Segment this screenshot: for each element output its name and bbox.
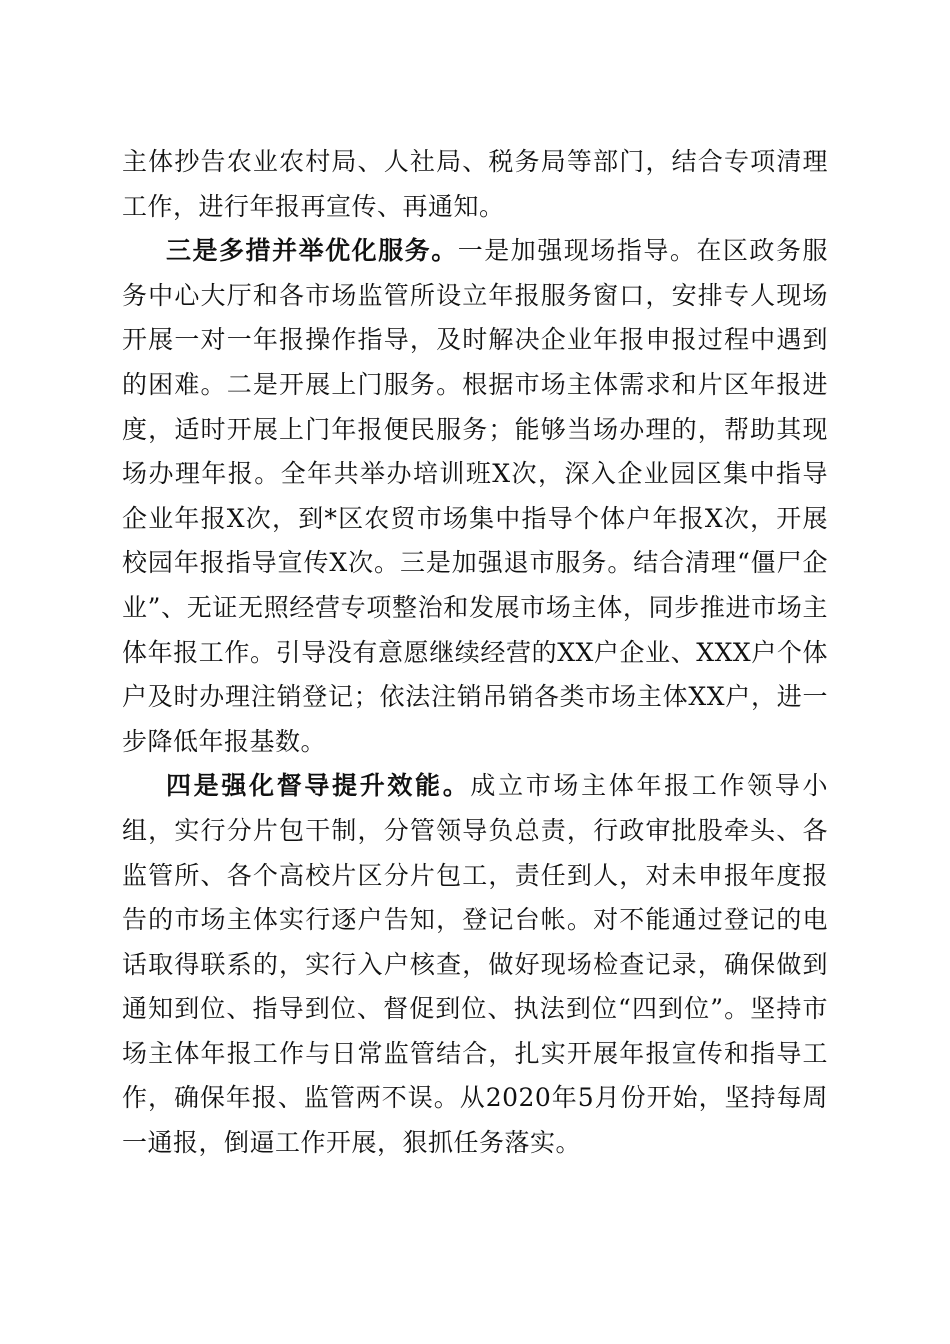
paragraph-2 (122, 229, 828, 764)
paragraph-1 (122, 140, 828, 229)
paragraph-2-heading: 三是多措并举优化服务。 (166, 236, 458, 266)
paragraph-3 (122, 764, 828, 1165)
paragraph-1-text: 主体抄告农业农村局、人社局、税务局等部门，结合专项清理工作，进行年报再宣传、再通知。 (122, 147, 828, 221)
paragraph-3-heading: 四是强化督导提升效能。 (166, 771, 471, 801)
paragraph-3-text: 成立市场主体年报工作领导小组，实行分片包干制，分管领导负总责，行政审批股牵头、各监管所、各个高校片区分片包工，责任到人，对未申报年度报告的市场主体实行逐户告知，登记台帐。对不能通过登记的电话取得联系的，实行入户核查，做好现场检查记录，确保做到通知到位、指导到位、督促到位、执法到位“四到位”。坚持市场主体年报工作与日常监管结合，扎实开展年报宣传和指导工作，确保年报、监管两不误。从2020年5月份开始，坚持每周一通报，倒逼工作开展，狠抓任务落实。 (122, 771, 828, 1158)
paragraph-2-text: 一是加强现场指导。在区政务服务中心大厅和各市场监管所设立年报服务窗口，安排专人现场开展一对一年报操作指导，及时解决企业年报申报过程中遇到的困难。二是开展上门服务。根据市场主体需求和片区年报进度，适时开展上门年报便民服务；能够当场办理的，帮助其现场办理年报。全年共举办培训班X次，深入企业园区集中指导企业年报X次，到*区农贸市场集中指导个体户年报X次，开展校园年报指导宣传X次。三是加强退市服务。结合清理“僵尸企业”、无证无照经营专项整治和发展市场主体，同步推进市场主体年报工作。引导没有意愿继续经营的XX户企业、XXX户个体户及时办理注销登记；依法注销吊销各类市场主体XX户，进一步降低年报基数。 (122, 236, 828, 756)
document-body (122, 140, 828, 1166)
